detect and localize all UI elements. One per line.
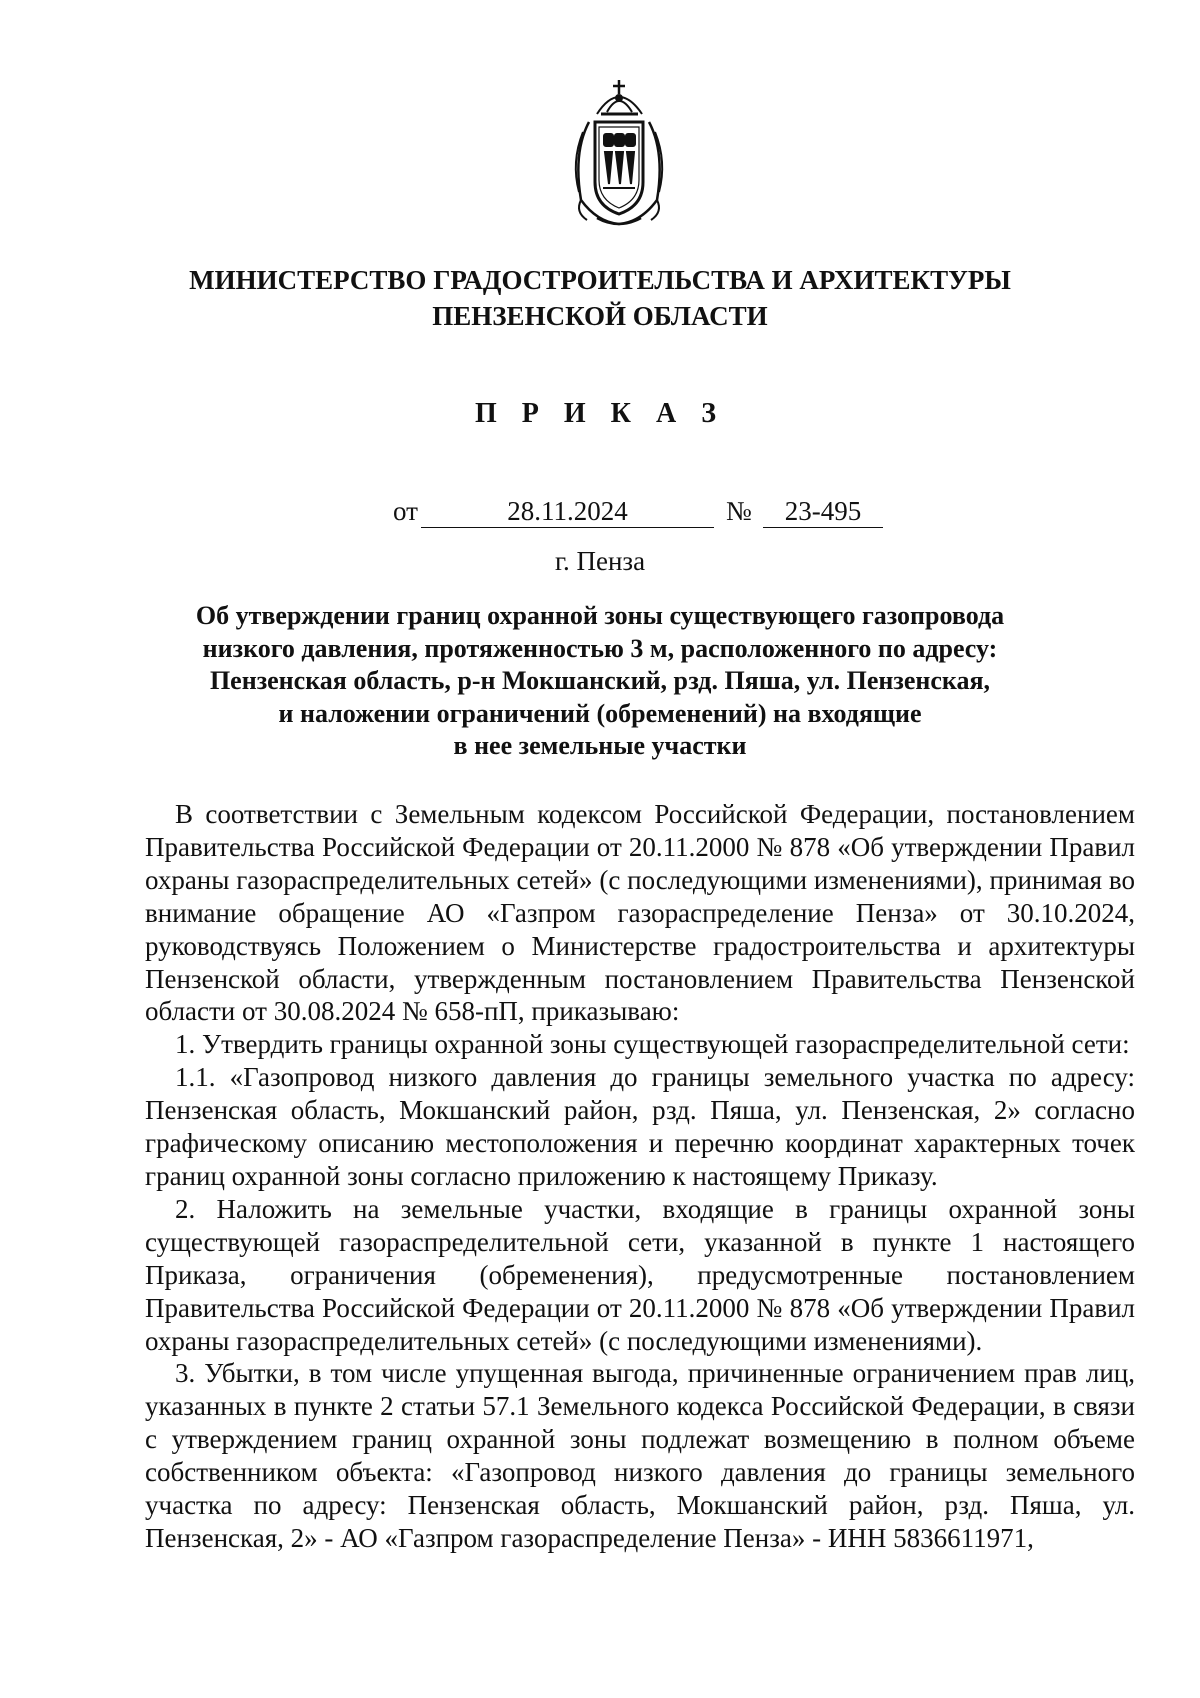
order-subject bbox=[0, 600, 1200, 763]
coat-of-arms-icon bbox=[567, 72, 672, 230]
subject-line-1: Об утверждении границ охранной зоны существующего газопровода bbox=[195, 601, 1005, 630]
body-paragraph-item-2: 2. Наложить на земельные участки, входящие в границы охранной зоны существующей газораспределительной сети, указанной в пункте 1 настоящего Приказа, ограничения (обременения), предусмотренные постановлением Правительства Российской Федерации от 20.11.2000 № 878 «Об утверждении Правил охраны газораспределительных сетей» (с последующими изменениями). bbox=[145, 1193, 1135, 1356]
subject-line-2: низкого давления, протяженностью 3 м, расположенного по адресу: bbox=[202, 633, 998, 663]
body-paragraph-preamble: В соответствии с Земельным кодексом Российской Федерации, постановлением Правительства Российской Федерации от 20.11.2000 № 878 «Об утверждении Правил охраны газораспределительных сетей» (с последующими изменениями), принимая во внимание обращение АО «Газпром газораспределение Пенза» от 30.10.2024, руководствуясь Положением о Министерстве градостроительства и архитектуры Пензенской области, утвержденным постановлением Правительства Пензенской области от 30.08.2024 № 658-пП, приказываю: bbox=[145, 799, 1135, 1027]
date-label: от bbox=[393, 496, 418, 526]
city: г. Пенза bbox=[554, 546, 646, 576]
body-paragraph-item-1-1: 1.1. «Газопровод низкого давления до границы земельного участка по адресу: Пензенская область, Мокшанский район, рзд. Пяша, ул. Пензенская, 2» согласно графическому описанию местоположения и перечню координат характерных точек границ охранной зоны согласно приложению к настоящему Приказу. bbox=[145, 1062, 1135, 1191]
order-date: 28.11.2024 bbox=[421, 496, 714, 528]
number-label: № bbox=[726, 496, 752, 526]
subject-line-4: и наложении ограничений (обременений) на входящие bbox=[278, 698, 922, 728]
ministry-name bbox=[0, 262, 1200, 334]
subject-line-5: в нее земельные участки bbox=[453, 731, 747, 760]
order-body bbox=[145, 798, 1135, 1555]
body-paragraph-item-3: 3. Убытки, в том числе упущенная выгода, причиненные ограничением прав лиц, указанных в пункте 2 статьи 57.1 Земельного кодекса Российской Федерации, в связи с утверждением границ охранной зоны подлежат возмещению в полном объеме собственником объекта: «Газопровод низкого давления до границы земельного участка по адресу: Пензенская область, Мокшанский район, рзд. Пяша, ул. Пензенская, 2» - АО «Газпром газораспределение Пенза» - ИНН 5836611971, bbox=[145, 1358, 1135, 1553]
ministry-line-1: МИНИСТЕРСТВО ГРАДОСТРОИТЕЛЬСТВА И АРХИТЕКТУРЫ bbox=[189, 265, 1011, 295]
order-title: П Р И К А З bbox=[475, 398, 725, 429]
order-number: 23-495 bbox=[763, 496, 883, 528]
subject-line-3: Пензенская область, р-н Мокшанский, рзд. Пяша, ул. Пензенская, bbox=[209, 666, 991, 695]
ministry-line-2: ПЕНЗЕНСКОЙ ОБЛАСТИ bbox=[432, 301, 768, 331]
body-paragraph-item-1: 1. Утвердить границы охранной зоны существующей газораспределительной сети: bbox=[175, 1029, 1130, 1060]
